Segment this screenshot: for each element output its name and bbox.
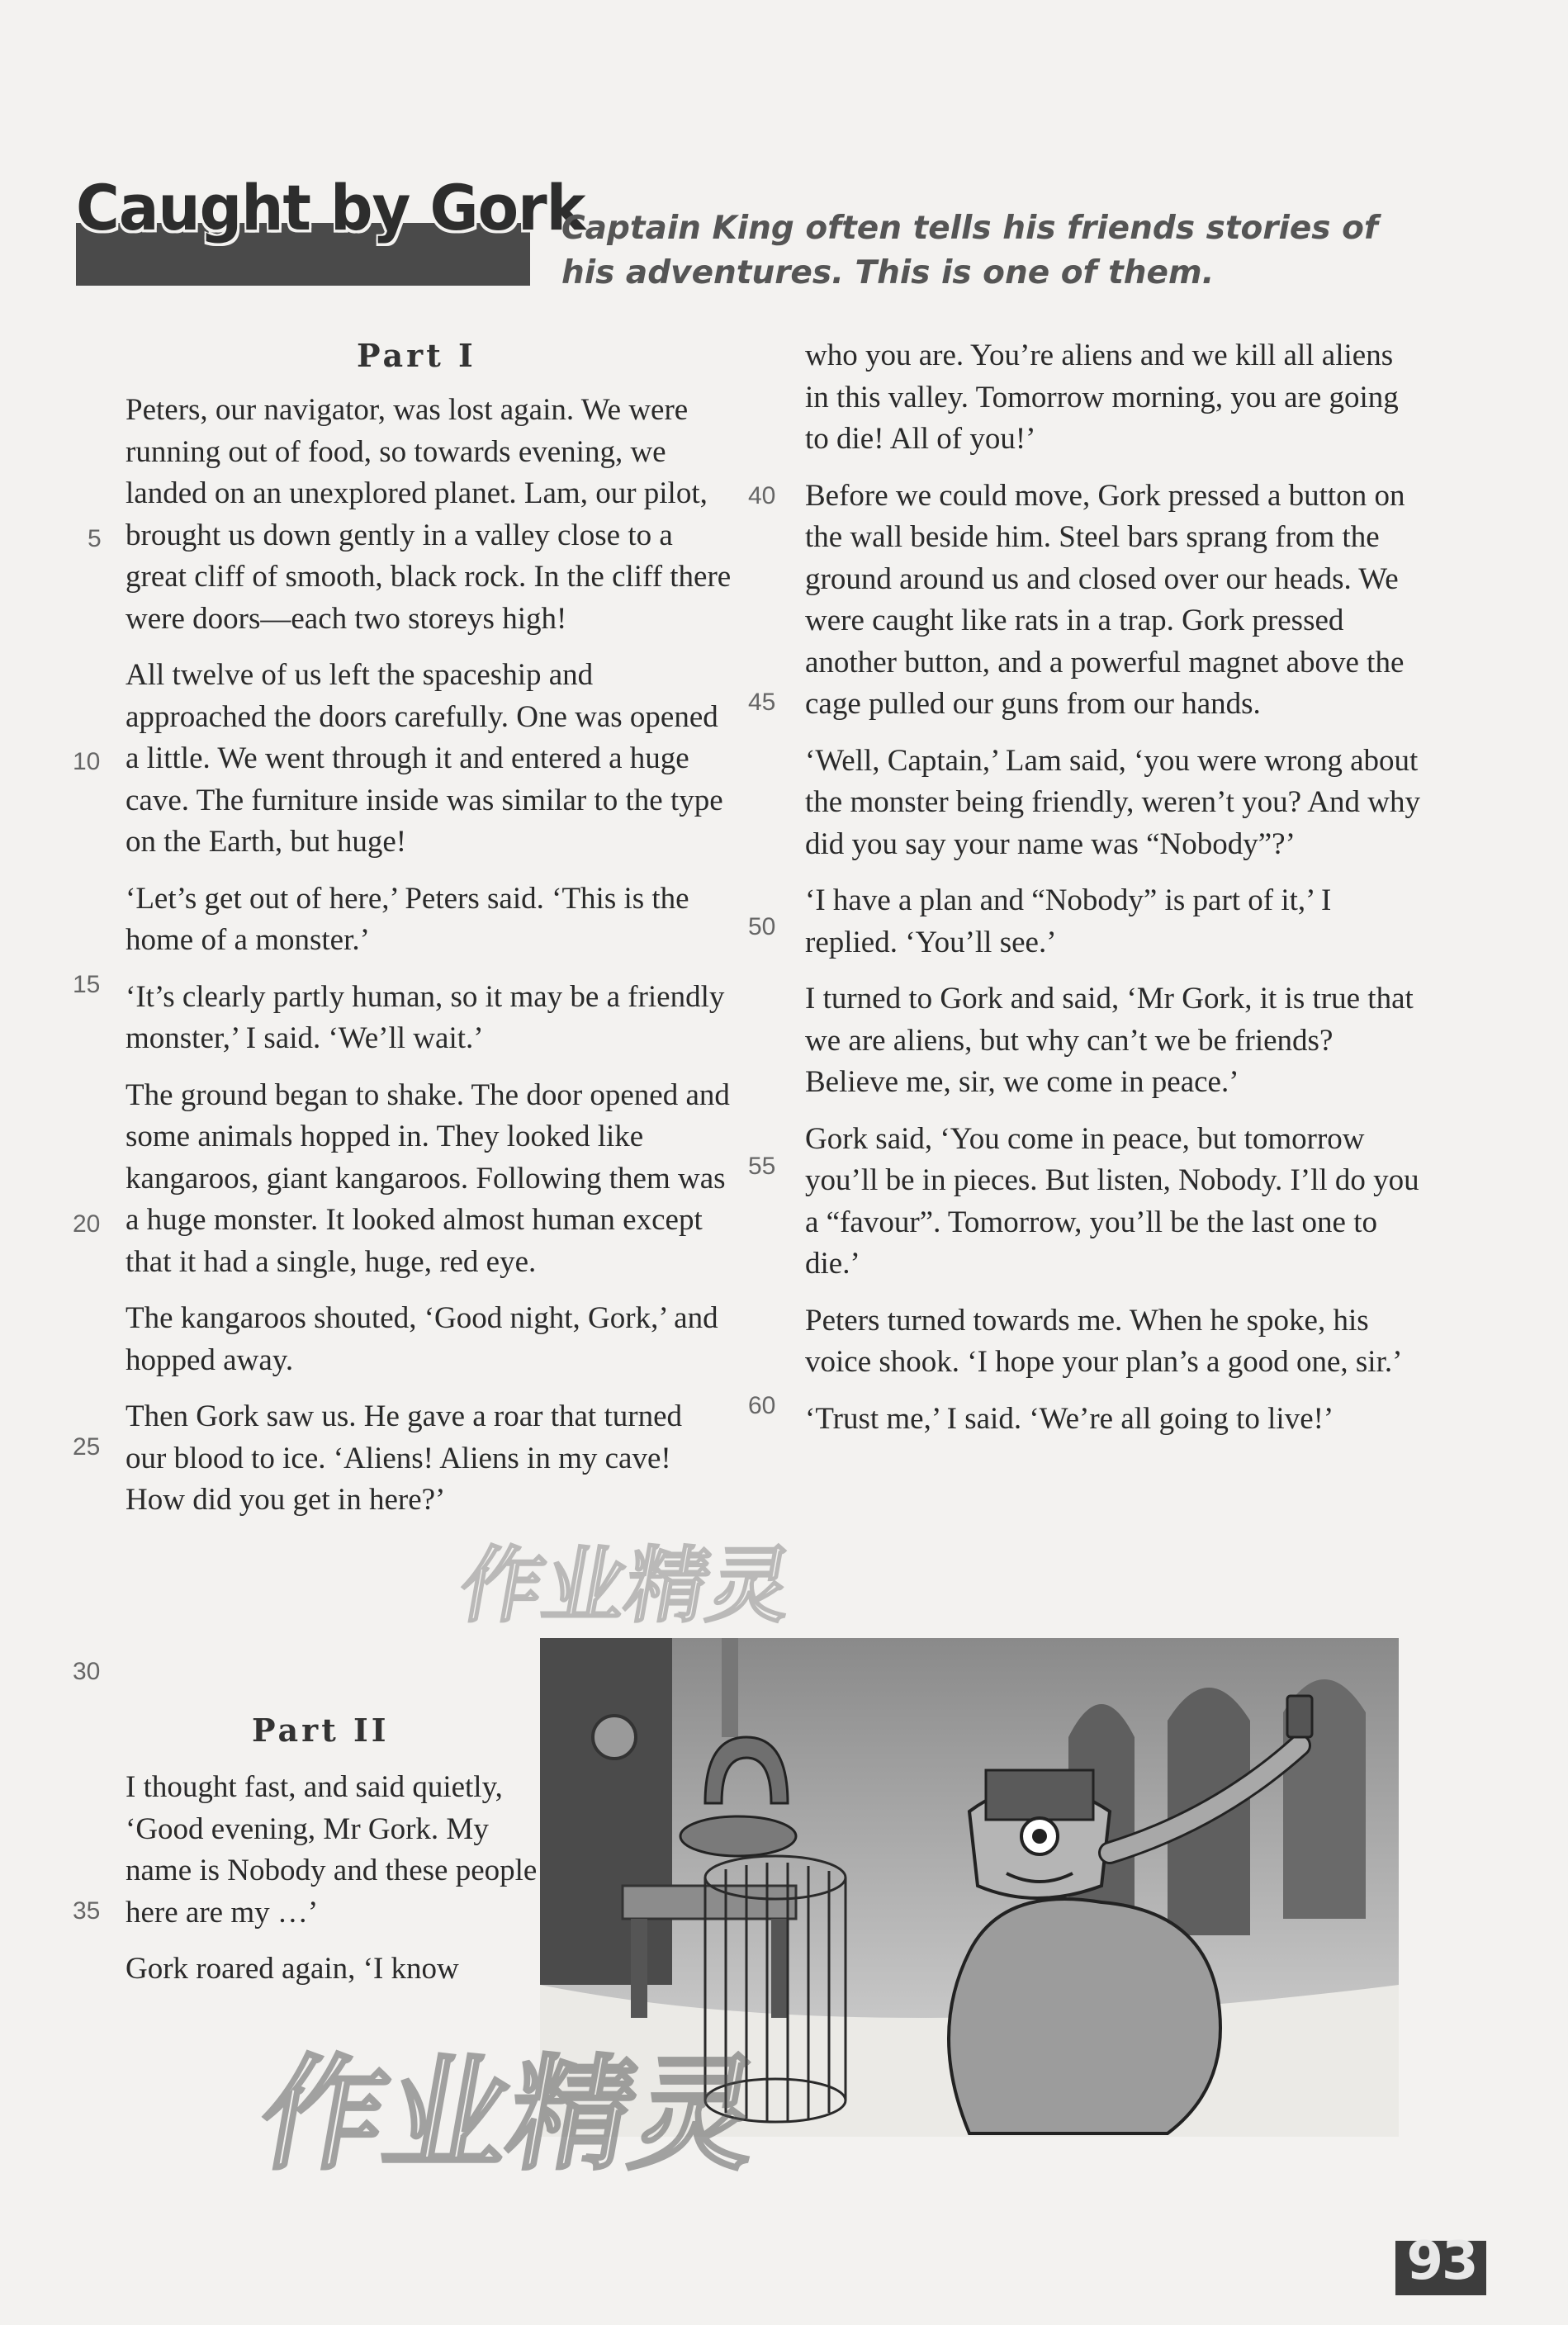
paragraph: ‘I have a plan and “Nobody” is part of it,’ I replied. ‘You’ll see.’ (805, 883, 1332, 959)
paragraph: Peters turned towards me. When he spoke, his voice shook. ‘I hope your plan’s a good one, sir.’ (805, 1303, 1403, 1379)
cave-door (540, 1638, 672, 1985)
paragraph: Before we could move, Gork pressed a button on the wall beside him. Steel bars sprang from the ground around us and closed over our heads. We were caught like rats in a trap. Gork pressed another button, and a powerful magnet above the cage pulled our guns from our hands. (805, 478, 1405, 721)
paragraph: Peters, our navigator, was lost again. We were running out of food, so towards evening, we landed on an unexplored planet. Lam, our pilot, brought us down gently in a valley close to a great cliff of smooth, black rock. In the cliff there were doors—each two storeys high! (126, 393, 732, 636)
line-number: 10 (73, 748, 101, 775)
gork-hat (986, 1770, 1093, 1820)
paragraph: ‘It’s clearly partly human, so it may be a friendly monster,’ I said. ‘We’ll wait.’ (126, 979, 725, 1055)
paragraph: who you are. You’re aliens and we kill all aliens in this valley. Tomorrow morning, you are going to die! All of you!’ (805, 339, 1399, 456)
paragraph: Then Gork saw us. He gave a roar that turned our blood to ice. ‘Aliens! Aliens in my cave! How did you get in here?’ (126, 1399, 682, 1517)
line-number: 50 (748, 913, 776, 940)
paragraph: All twelve of us left the spaceship and approached the doors carefully. One was opened a little. We went through it and entered a huge cave. The furniture inside was similar to the type on the Earth, but huge! (126, 658, 723, 859)
part-2-heading: Part II (252, 1712, 390, 1749)
line-number: 45 (748, 689, 776, 716)
wall-button (1287, 1696, 1312, 1737)
line-number: 5 (88, 525, 102, 552)
paragraph: The ground began to shake. The door opened and some animals hopped in. They looked like kangaroos, giant kangaroos. Following them was a huge monster. It looked almost human except that it had a single, huge, red eye. (126, 1077, 730, 1279)
story-title: Caught by Gork (76, 171, 585, 245)
page-number: 93 (1406, 2231, 1477, 2292)
right-column (805, 335, 1420, 1455)
line-number: 20 (73, 1210, 101, 1238)
line-number: 30 (73, 1658, 101, 1685)
magnet-arm (722, 1638, 738, 1737)
paragraph: ‘Well, Captain,’ Lam said, ‘you were wrong about the monster being friendly, weren’t you? And why did you say your name was “Nobody”?’ (805, 743, 1420, 861)
table-leg (631, 1919, 647, 2018)
line-number: 40 (748, 482, 776, 509)
paragraph: I thought fast, and said quietly, ‘Good evening, Mr Gork. My name is Nobody and these people here are my …’ (126, 1770, 538, 1930)
line-number: 35 (73, 1897, 101, 1925)
line-number: 55 (748, 1153, 776, 1180)
paragraph: Gork roared again, ‘I know (126, 1952, 459, 1986)
left-column (126, 390, 732, 1537)
line-number: 15 (73, 971, 101, 998)
story-subtitle: Captain King often tells his friends stories of his adventures. This is one of them. (561, 210, 1378, 291)
line-number: 60 (748, 1392, 776, 1419)
bowl (680, 1816, 796, 1856)
paragraph: Gork said, ‘You come in peace, but tomorrow you’ll be in pieces. But listen, Nobody. I’ll do you a “favour”. Tomorrow, you’ll be the last one to die.’ (805, 1121, 1419, 1281)
watermark-small: 作业精灵 (452, 1537, 800, 1634)
table-leg (771, 1919, 788, 2018)
paragraph: ‘Trust me,’ I said. ‘We’re all going to live!’ (805, 1401, 1334, 1436)
paragraph: I turned to Gork and said, ‘Mr Gork, it is true that we are aliens, but why can’t we be friends? Believe me, sir, we come in peace.’ (805, 982, 1414, 1099)
gork-pupil (1032, 1829, 1047, 1844)
watermark: 作业精灵 (249, 2043, 770, 2187)
door-wheel (593, 1716, 636, 1759)
line-number: 25 (73, 1433, 101, 1461)
part-2-column (126, 1767, 547, 2005)
part-1-heading: Part I (357, 337, 476, 374)
table (623, 1886, 796, 1919)
paragraph: The kangaroos shouted, ‘Good night, Gork,’ and hopped away. (126, 1301, 718, 1377)
paragraph: ‘Let’s get out of here,’ Peters said. ‘This is the home of a monster.’ (126, 881, 689, 957)
